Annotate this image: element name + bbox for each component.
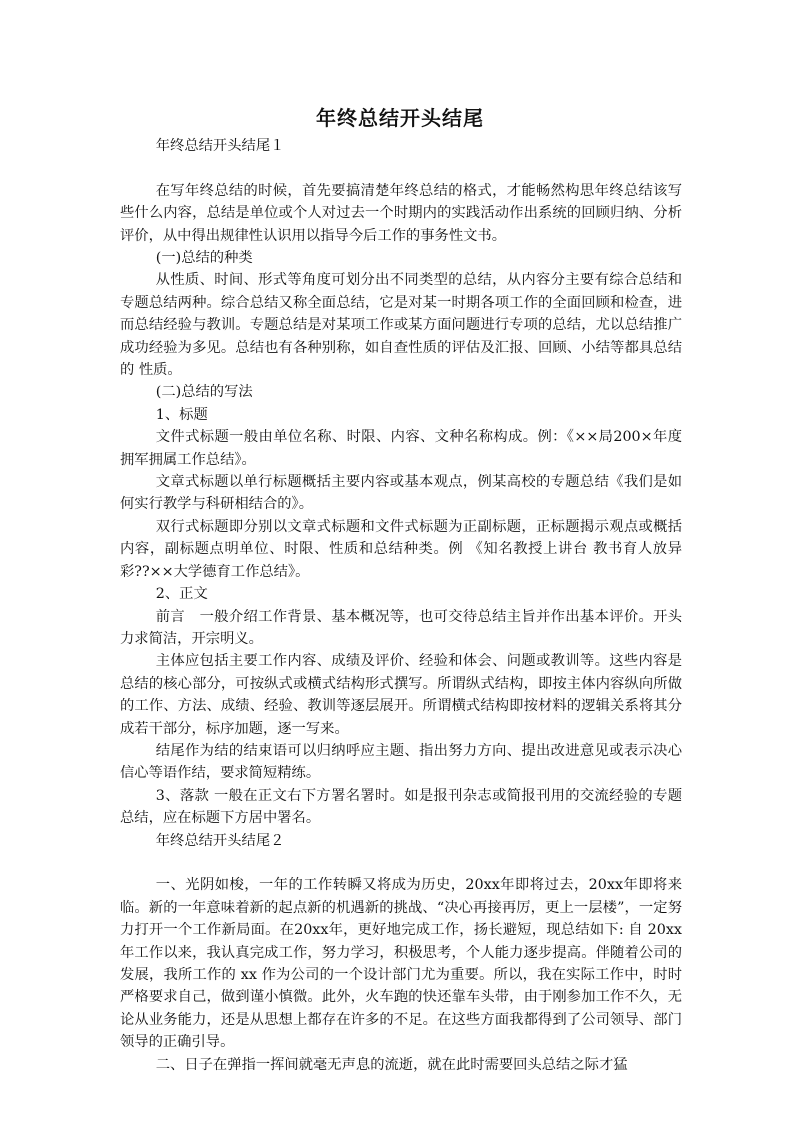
paragraph-intro: 在写年终总结的时候，首先要搞清楚年终总结的格式，才能畅然构思年终总结该写些什么内容，总结是单位或个人对过去一个时期内的实践活动作出系统的回顾归纳、分析评价，从中得出规律性认识用以指导今后工作的事务性文书。 [120,182,682,244]
subheading-types: (一)总结的种类 [155,250,253,267]
blank-line [120,157,682,179]
paragraph-preface: 前言 一般介绍工作背景、基本概况等，也可交待总结主旨并作出基本评价。开头力求简洁，开宗明义。 [120,608,682,647]
paragraph-part-two: 二、日子在弹指一挥间就毫无声息的流逝，就在此时需要回头总结之际才猛 [155,1056,628,1073]
subheading-body: 2、正文 [155,586,208,603]
paragraph-main: 主体应包括主要工作内容、成绩及评价、经验和体会、问题或教训等。这些内容是总结的核心部分，可按纵式或横式结构形式撰写。所谓纵式结构，即按主体内容纵向所做的工作、方法、成绩、经验、教训等逐层展开。所谓横式结构即按材料的逻辑关系将其分成若干部分，标序加题，逐一写来。 [120,653,682,737]
paragraph-double-title: 双行式标题即分别以文章式标题和文件式标题为正副标题，正标题揭示观点或概括内容，副标题点明单位、时限、性质和总结种类。例 《知名教授上讲台 教书育人放异彩??××大学德育工作总结》。 [120,518,682,580]
blank-line [120,852,682,874]
section-heading-1: 年终总结开头结尾１ [155,138,285,154]
paragraph-article-title: 文章式标题以单行标题概括主要内容或基本观点，例某高校的专题总结《我们是如何实行教学与科研相结合的》。 [120,474,682,513]
paragraph-ending: 结尾作为结的结束语可以归纳呼应主题、指出努力方向、提出改进意见或表示决心信心等语作结，要求简短精练。 [120,742,682,782]
paragraph-part-one: 一、光阴如梭，一年的工作转瞬又将成为历史，20xx年即将过去，20xx年即将来临。新的一年意味着新的起点新的机遇新的挑战、“决心再接再厉，更上一层楼”，一定努力打开一个工作新局面。在20xx年，更好地完成工作，扬长避短，现总结如下: 自 20xx年工作以来，我认真完成工作，努力学习，积极思考，个人能力逐步提高。伴随着公司的发展，我所工作的 xx 作为公司的一个设计部门尤为重要。所以，我在实际工作中，时时严格要求自己，做到谨小慎微。此外，火车跑的快还靠车头带，由于刚参加工作不久，无论从业务能力，还是从思想上都存在许多的不足。在这些方面我都得到了公司领导、部门领导的正确引导。 [120,877,682,1051]
document-title: 年终总结开头结尾 [316,106,484,130]
paragraph-file-title: 文件式标题一般由单位名称、时限、内容、文种名称构成。例：《××局200×年度拥军拥属工作总结》。 [120,429,682,468]
subheading-writing: (二)总结的写法 [155,384,253,401]
section-heading-2: 年终总结开头结尾２ [155,832,285,849]
subheading-title: 1、标题 [155,406,208,423]
paragraph-types: 从性质、时间、形式等角度可划分出不同类型的总结，从内容分主要有综合总结和专题总结两种。综合总结又称全面总结，它是对某一时期各项工作的全面回顾和检查，进而总结经验与教训。专题总结是对某项工作或某方面问题进行专项的总结，尤以总结推广成功经验为多见。总结也有各种别称，如自查性质的评估及汇报、回顾、小结等都具总结的 性质。 [120,272,682,379]
document-body [120,135,682,1076]
paragraph-signature: 3、落款 一般在正文右下方署名署时。如是报刊杂志或简报刊用的交流经验的专题总结，应在标题下方居中署名。 [120,787,682,827]
